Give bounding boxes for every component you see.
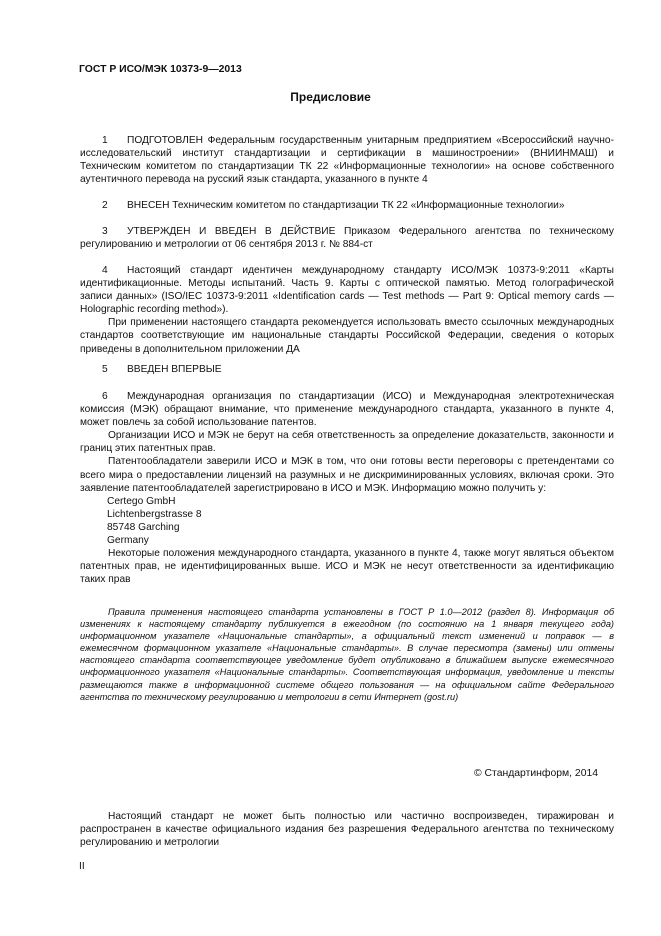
item-6-paragraph-2: Организации ИСО и МЭК не берут на себя ответственность за определение доказательств, законности и границ этих патентных прав. — [80, 430, 614, 455]
item-number: 5 — [102, 364, 108, 375]
address-line: 85748 Garching — [107, 521, 180, 533]
address-line: Germany — [107, 535, 149, 547]
preface-item-6 — [80, 390, 614, 586]
page-number: II — [79, 861, 85, 872]
address-line: Lichtenbergstrasse 8 — [107, 508, 202, 520]
preface-item-1 — [80, 134, 614, 186]
copyright-notice: © Стандартинформ, 2014 — [474, 768, 599, 779]
item-number: 6 — [102, 391, 108, 402]
item-text: ВНЕСЕН Техническим комитетом по стандартизации ТК 22 «Информационные технологии» — [127, 200, 565, 211]
item-number: 4 — [102, 265, 108, 276]
standard-application-note: Правила применения настоящего стандарта установлены в ГОСТ Р 1.0—2012 (раздел 8). Информация об изменениях к настоящему стандарту публикуется в ежегодном (по состоянию на 1 января текущего года) информационном указателе «Национальные стандарты», а официальный текст изменений и поправок — в ежемесячном формационном указателе «Национальные стандарты». В случае пересмотра (замены) или отмены настоящего стандарта соответствующее уведомление будет опубликовано в ближайшем выпуске ежемесячного информационного указателя «Национальные стандарты». Соответствующая информация, уведомление и тексты размещаются также в информационной системе общего пользования — на официальном сайте Федерального агентства по техническому регулированию и метрологии в сети Интернет (gost.ru) — [80, 607, 614, 702]
item-4-extra: При применении настоящего стандарта рекомендуется использовать вместо ссылочных международных стандартов соответствующие им национальные стандарты Российской Федерации, сведения о которых приведены в дополнительном приложении ДА — [80, 317, 614, 355]
item-text: Международная организация по стандартизации (ИСО) и Международная электротехническая комиссия (МЭК) обращают внимание, что применение международного стандарта, указанного в пункте 4, может повлечь за собой использование патентов. — [80, 391, 614, 429]
address-line: Certego GmbH — [107, 495, 176, 507]
item-number: 2 — [102, 200, 108, 211]
item-6-paragraph-4: Некоторые положения международного стандарта, указанного в пункте 4, также могут являться объектом патентных прав, не идентифицированных выше. ИСО и МЭК не несут ответственности за идентификацию таких прав — [80, 548, 614, 586]
item-number: 3 — [102, 226, 108, 237]
item-number: 1 — [102, 135, 108, 146]
preface-item-2 — [80, 199, 614, 212]
page-title: Предисловие — [290, 90, 371, 104]
item-text: УТВЕРЖДЕН И ВВЕДЕН В ДЕЙСТВИЕ Приказом Федерального агентства по техническому регулированию и метрологии от 06 сентября 2013 г. № 884-ст — [80, 226, 614, 251]
item-text: Настоящий стандарт идентичен международному стандарту ИСО/МЭК 10373-9:2011 «Карты идентификационные. Методы испытаний. Часть 9. Карты с оптической памятью. Метод голографической записи данных» (ISO/IEC 10373-9:2011 «Identification cards — Test methods — Part 9: Optical memory cards — Holographic recording method»). — [80, 265, 614, 316]
item-text: ПОДГОТОВЛЕН Федеральным государственным унитарным предприятием «Всероссийский научно-исследовательский институт стандартизации и сертификации в машиностроении» (ВНИИНМАШ) и Техническим комитетом по стандартизации ТК 22 «Информационные технологии» на основе собственного аутентичного перевода на русский язык стандарта, указанного в пункте 4 — [80, 135, 614, 186]
reproduction-notice: Настоящий стандарт не может быть полностью или частично воспроизведен, тиражирован и распространен в качестве официального издания без разрешения Федерального агентства по техническому регулированию и метрологии — [80, 811, 614, 849]
preface-item-4 — [80, 264, 614, 356]
item-text: ВВЕДЕН ВПЕРВЫЕ — [127, 364, 222, 375]
preface-item-5 — [80, 363, 614, 376]
item-6-paragraph-3: Патентообладатели заверили ИСО и МЭК в том, что они готовы вести переговоры с претендентами со всего мира о предоставлении лицензий на разумных и не дискриминированных условиях, включая сроки. Это заявление патентообладателей зарегистрировано в ИСО и МЭК. Информацию можно получить у: — [80, 456, 614, 494]
preface-item-3 — [80, 225, 614, 251]
document-code: ГОСТ Р ИСО/МЭК 10373-9—2013 — [79, 64, 242, 75]
